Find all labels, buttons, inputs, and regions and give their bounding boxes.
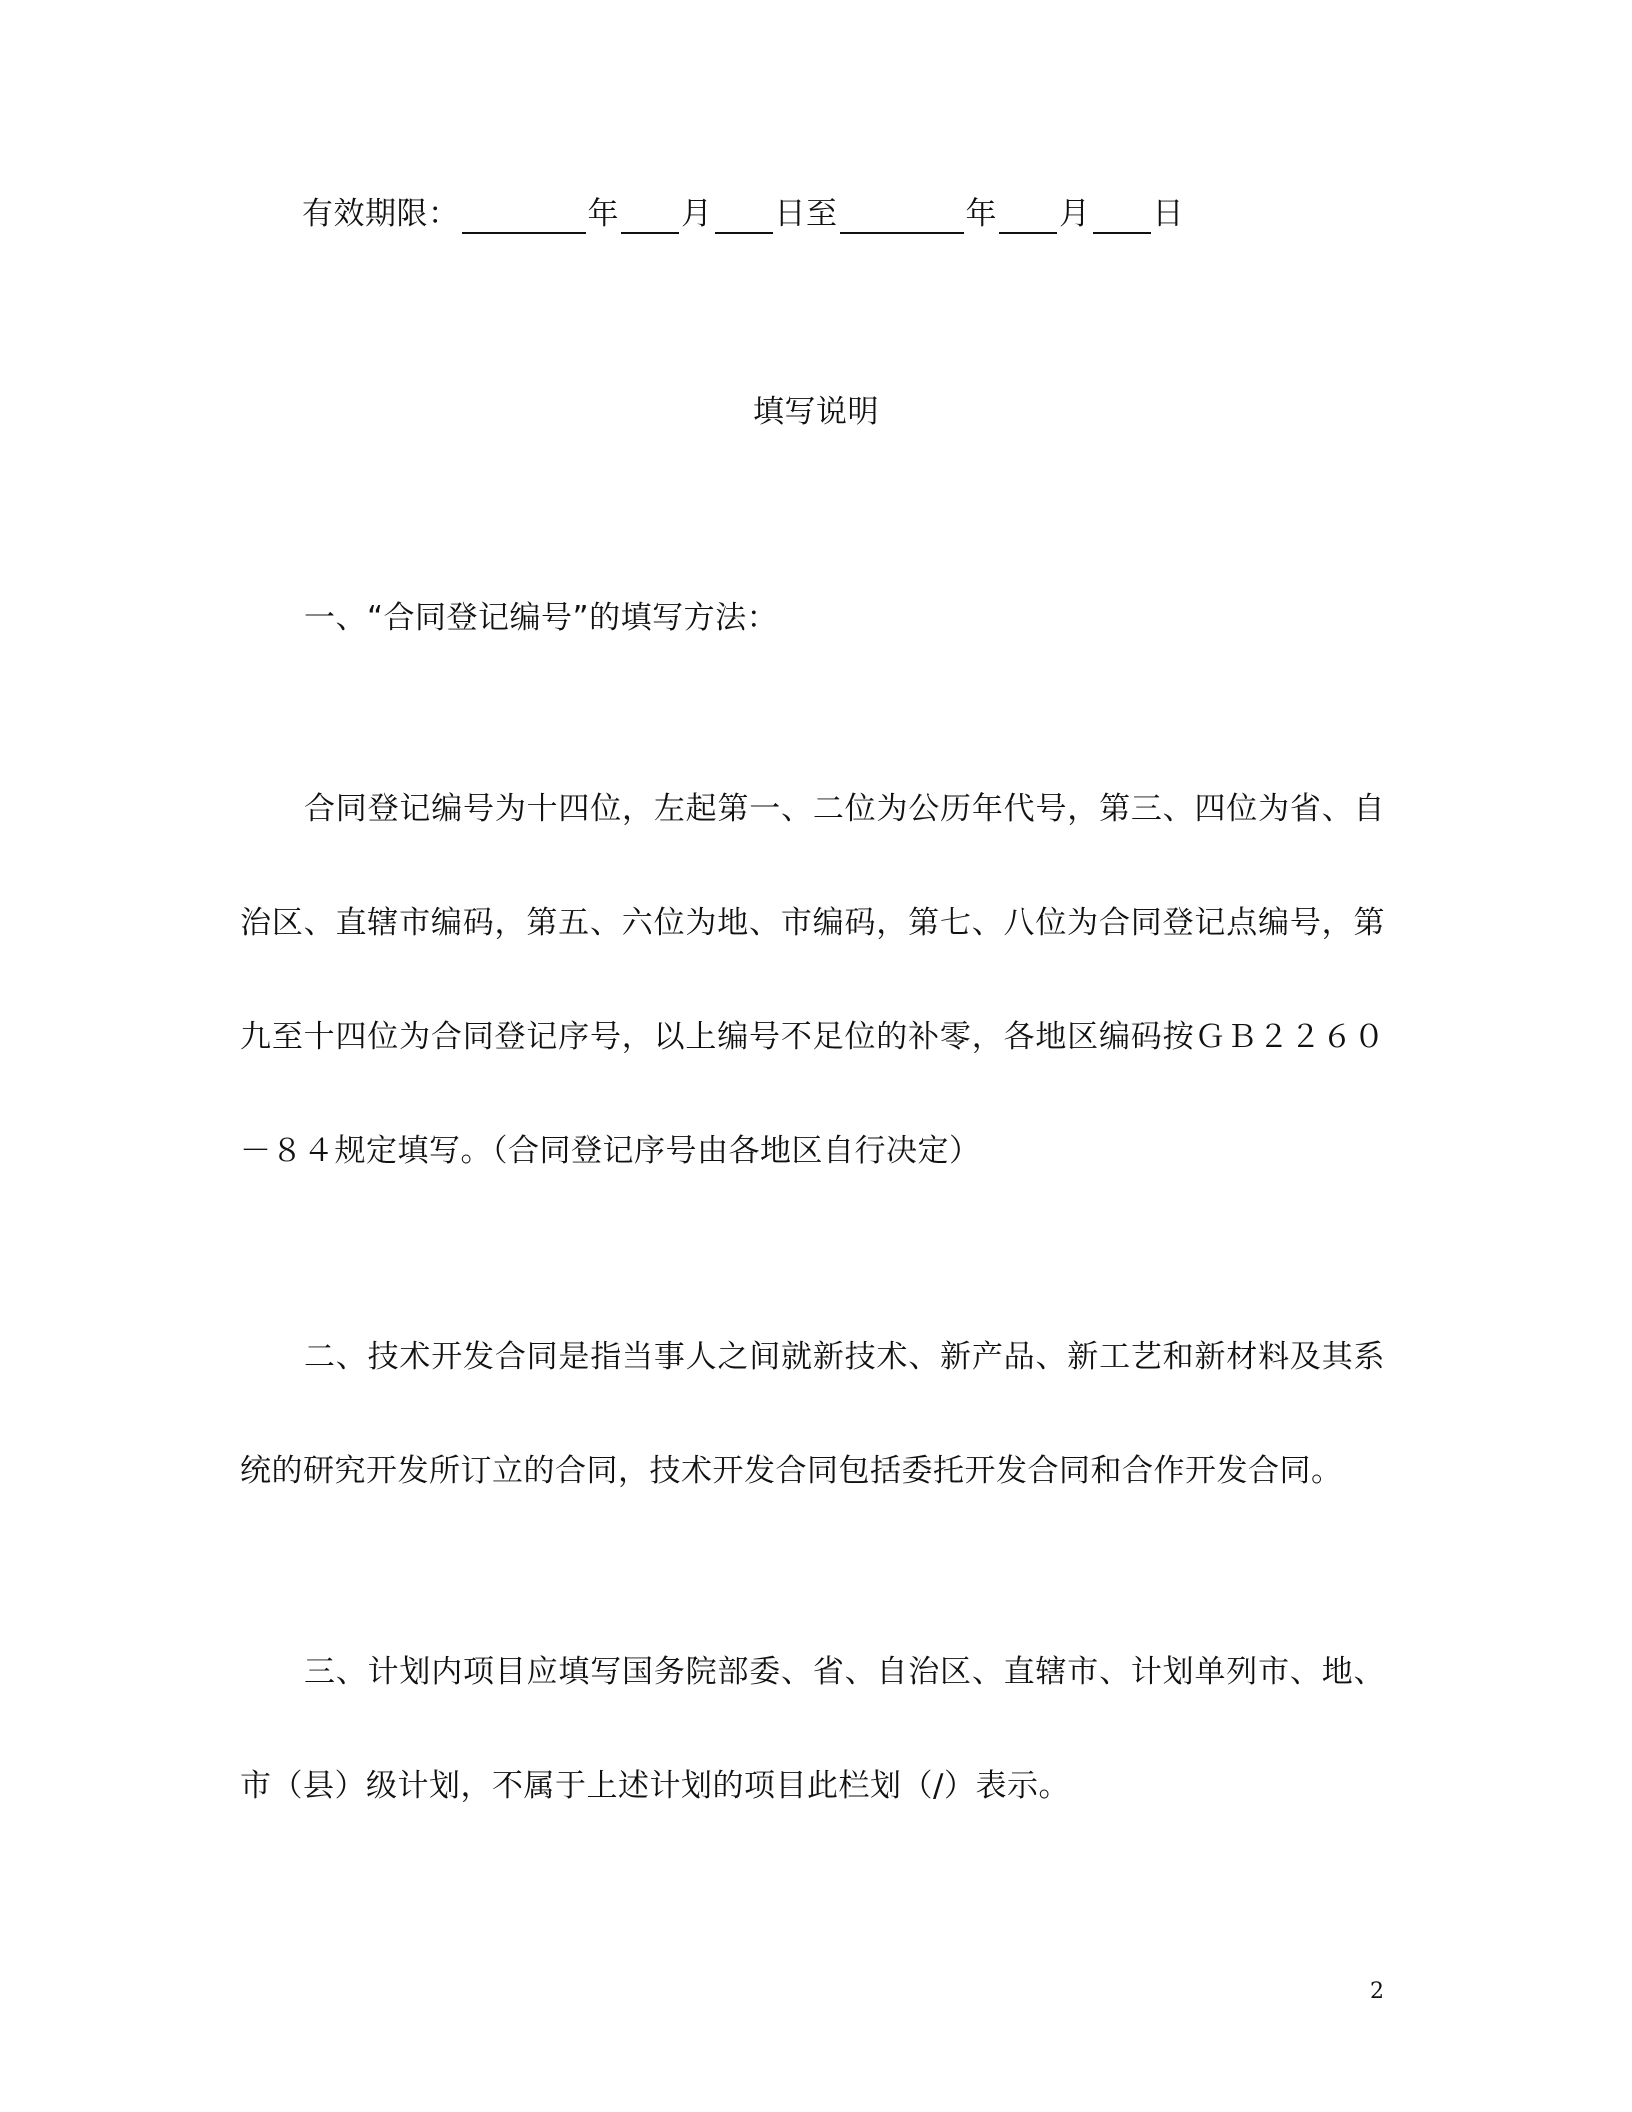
end-day-blank[interactable] xyxy=(1093,202,1151,234)
start-month-unit: 月 xyxy=(681,196,713,232)
paragraph-tech-development-contract: 二、技术开发合同是指当事人之间就新技术、新产品、新工艺和新材料及其系统的研究开发所订立的合同，技术开发合同包括委托开发合同和合作开发合同。 xyxy=(240,1339,1385,1489)
start-year-unit: 年 xyxy=(587,196,619,232)
end-month-blank[interactable] xyxy=(999,202,1057,234)
validity-period-line xyxy=(302,194,1184,234)
page-number: 2 xyxy=(1370,1979,1384,2004)
paragraph-contract-number-rules: 合同登记编号为十四位，左起第一、二位为公历年代号，第三、四位为省、自治区、直辖市编码，第五、六位为地、市编码，第七、八位为合同登记点编号，第九至十四位为合同登记序号，以上编号不足位的补零，各地区编码按ＧＢ２２６０－８４规定填写。（合同登记序号由各地区自行决定） xyxy=(240,791,1385,1169)
paragraph-planned-projects: 三、计划内项目应填写国务院部委、省、自治区、直辖市、计划单列市、地、市（县）级计划，不属于上述计划的项目此栏划（/）表示。 xyxy=(240,1654,1385,1804)
section-1-title: 一、“合同登记编号”的填写方法： xyxy=(304,600,779,636)
instructions-heading: 填写说明 xyxy=(753,394,879,430)
end-month-unit: 月 xyxy=(1059,196,1091,232)
end-day-unit: 日 xyxy=(1152,196,1184,232)
start-day-to-unit: 日至 xyxy=(774,196,838,232)
start-day-blank[interactable] xyxy=(715,202,773,234)
end-year-blank[interactable] xyxy=(840,202,964,234)
start-month-blank[interactable] xyxy=(621,202,679,234)
start-year-blank[interactable] xyxy=(462,202,586,234)
validity-label: 有效期限： xyxy=(302,196,460,232)
end-year-unit: 年 xyxy=(965,196,997,232)
